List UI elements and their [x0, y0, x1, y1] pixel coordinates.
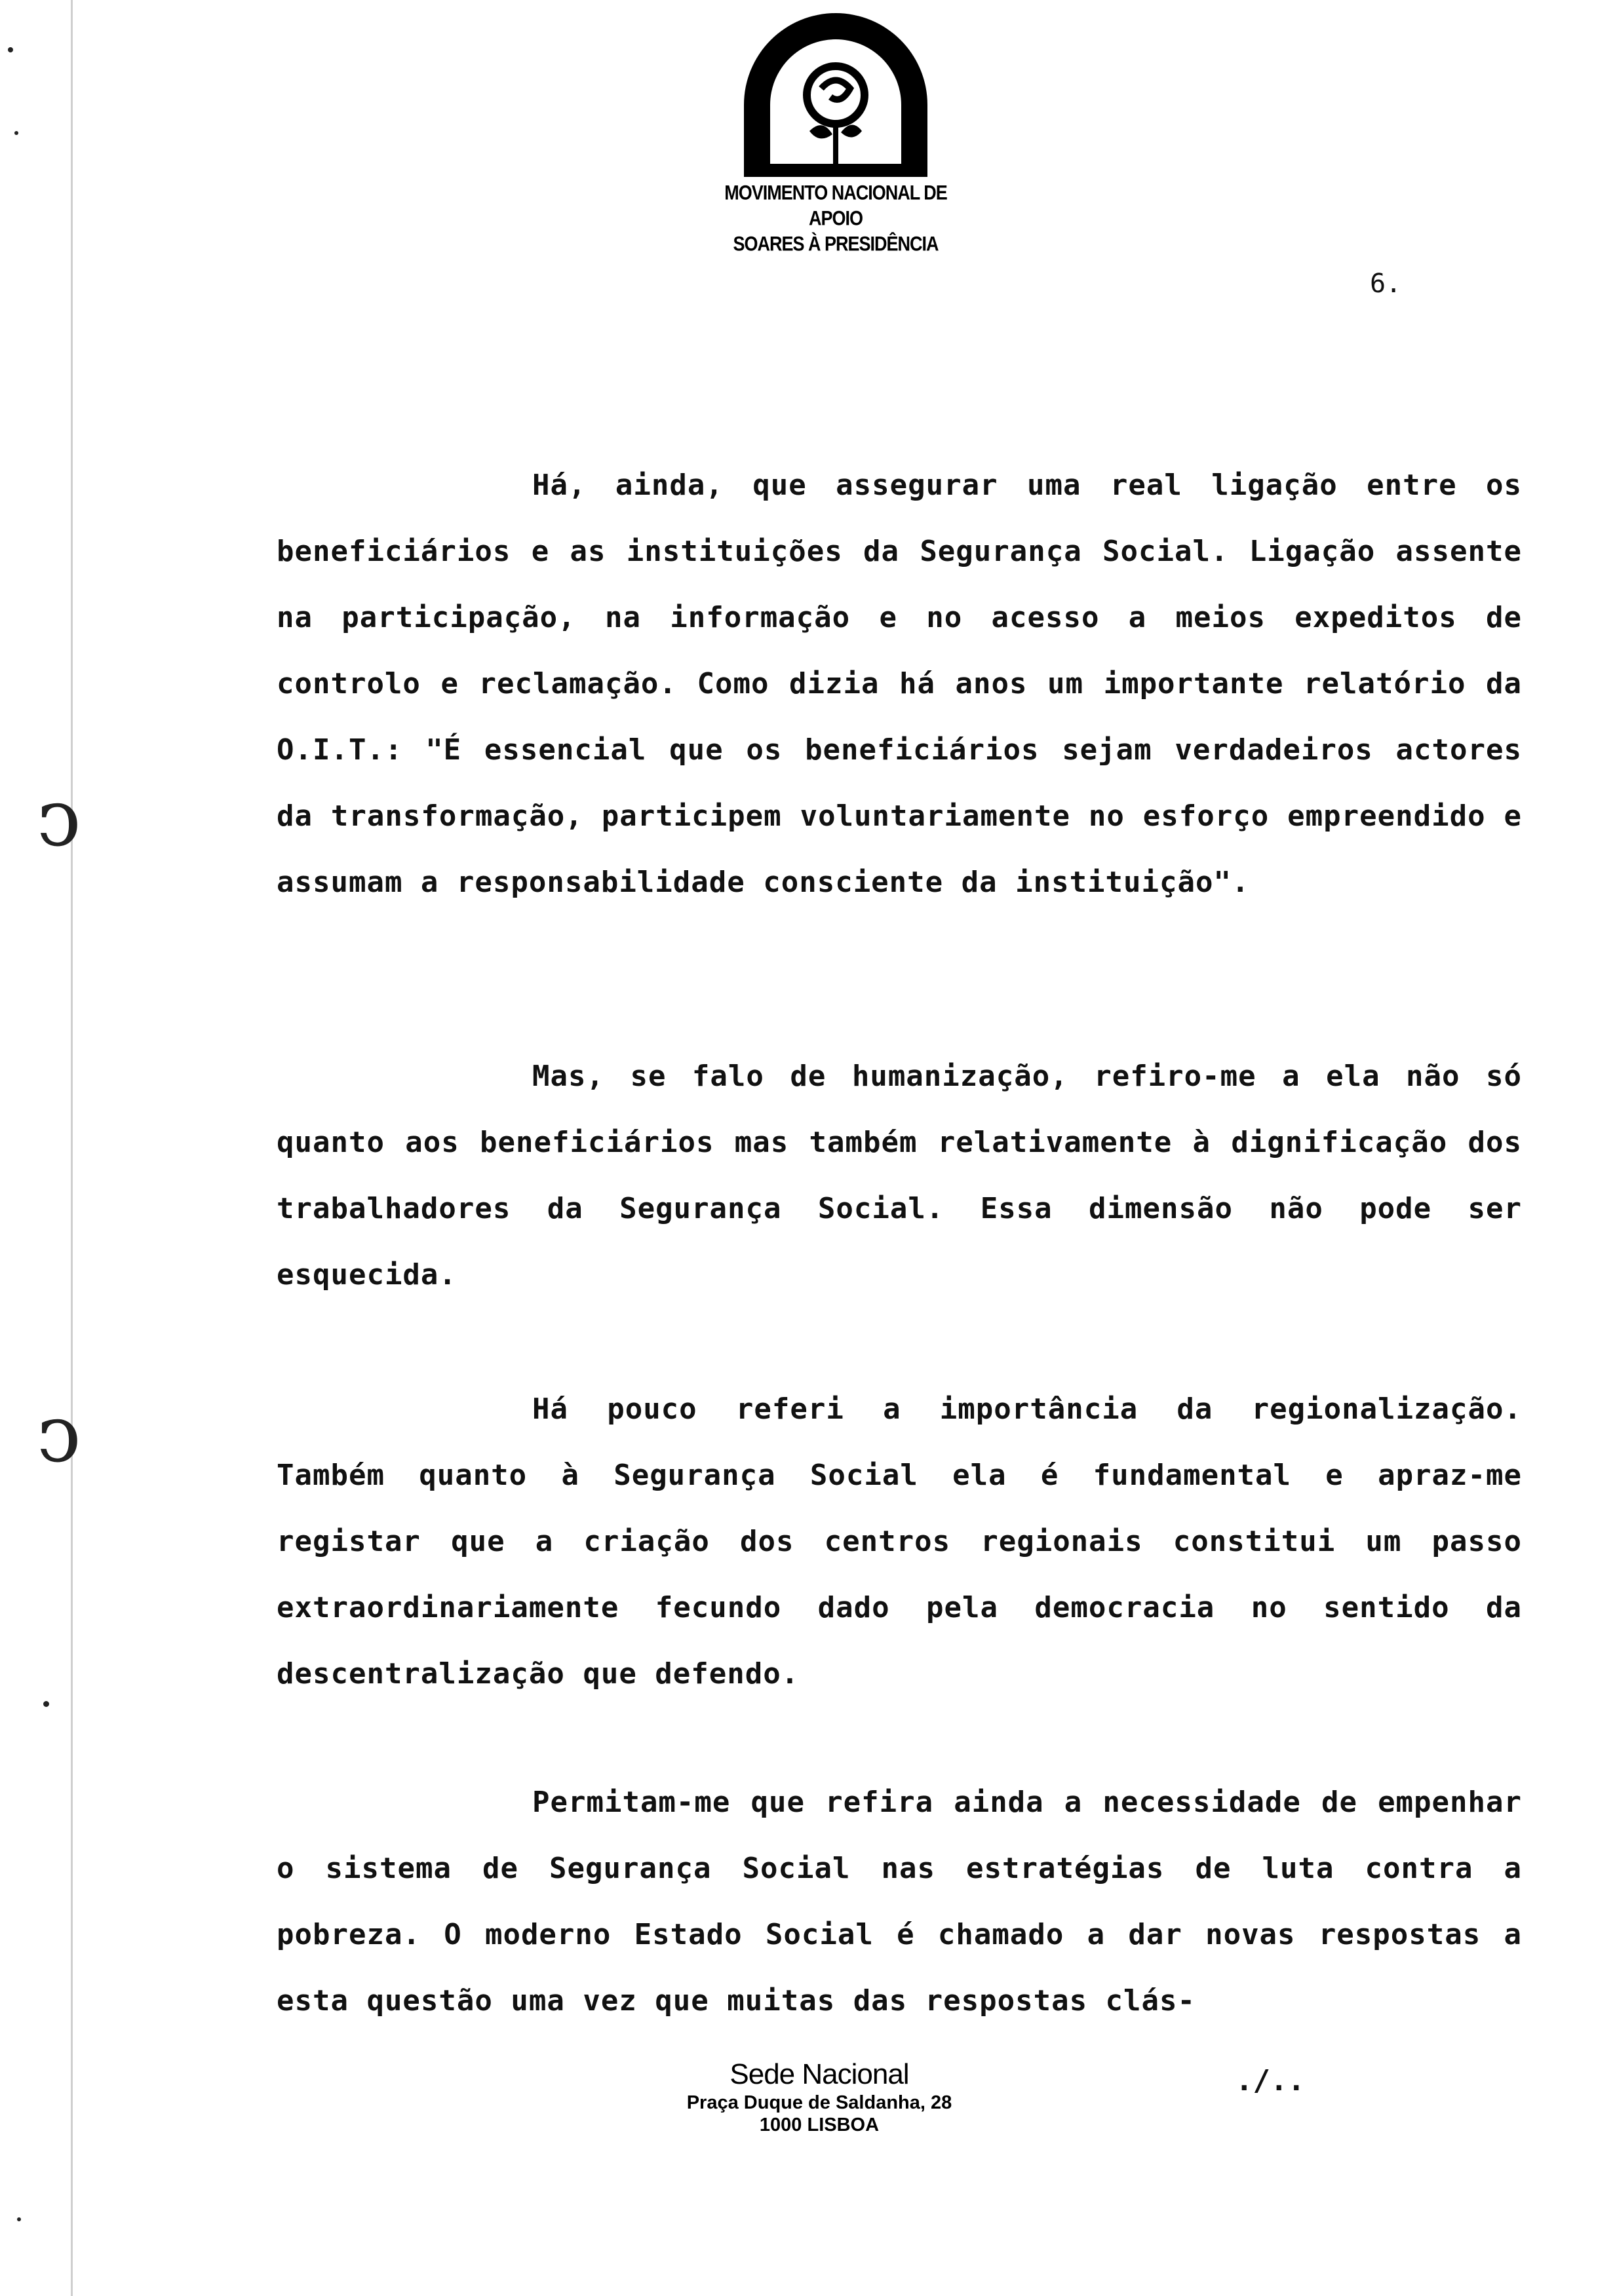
paragraph: Há pouco referi a importância da regionalização. Também quanto à Segurança Social ela é fundamental e apraz-me registar que a criação dos centros regionais constitui um passo extraordinariamente fecundo dado pela democracia no sentido da descentralização que defendo.	[277, 1392, 1522, 1691]
scan-dot	[14, 131, 18, 135]
scan-dot	[43, 1701, 49, 1707]
paragraph: Permitam-me que refira ainda a necessidade de empenhar o sistema de Segurança Social nas estratégias de luta contra a pobreza. O moderno Estado Social é chamado a dar novas respostas a esta questão uma vez que muitas das respostas clás-	[277, 1786, 1522, 2018]
footer-street: Praça Duque de Saldanha, 28	[686, 2092, 952, 2113]
scan-dot	[8, 47, 13, 52]
organization-line-1: MOVIMENTO NACIONAL DE APOIO	[724, 181, 947, 230]
footer-city: 1000 LISBOA	[759, 2114, 880, 2135]
paragraph: Há, ainda, que assegurar uma real ligação entre os beneficiários e as instituições da Segurança Social. Ligação assente na participação, na informação e no acesso a meios expeditos de controlo e reclamação. Como dizia há anos um importante relatório da O.I.T.: "É essencial que os beneficiários sejam verdadeiros actores da transformação, participem voluntariamente no esforço empreendido e assumam a responsabilidade consciente da instituição".	[277, 469, 1522, 899]
footer-title: Sede Nacional	[730, 2058, 909, 2090]
masp-logo	[711, 7, 960, 256]
organization-name	[711, 180, 960, 256]
paragraph: Mas, se falo de humanização, refiro-me a ela não só quanto aos beneficiários mas também relativamente à dignificação dos trabalhadores da Segurança Social. Essa dimensão não pode ser esquecida.	[277, 1060, 1522, 1292]
page-number: 6.	[1370, 269, 1402, 299]
scan-binding-line	[71, 0, 73, 2296]
footer-address	[629, 2057, 1009, 2136]
scan-dot	[17, 2217, 21, 2221]
organization-line-2: SOARES À PRESIDÊNCIA	[733, 232, 939, 256]
handwritten-margin-mark-icon: ↄ	[37, 1389, 81, 1480]
masp-emblem-icon	[711, 7, 960, 183]
handwritten-margin-mark-icon: ↄ	[37, 773, 81, 864]
continuation-mark: ./..	[1236, 2064, 1305, 2097]
